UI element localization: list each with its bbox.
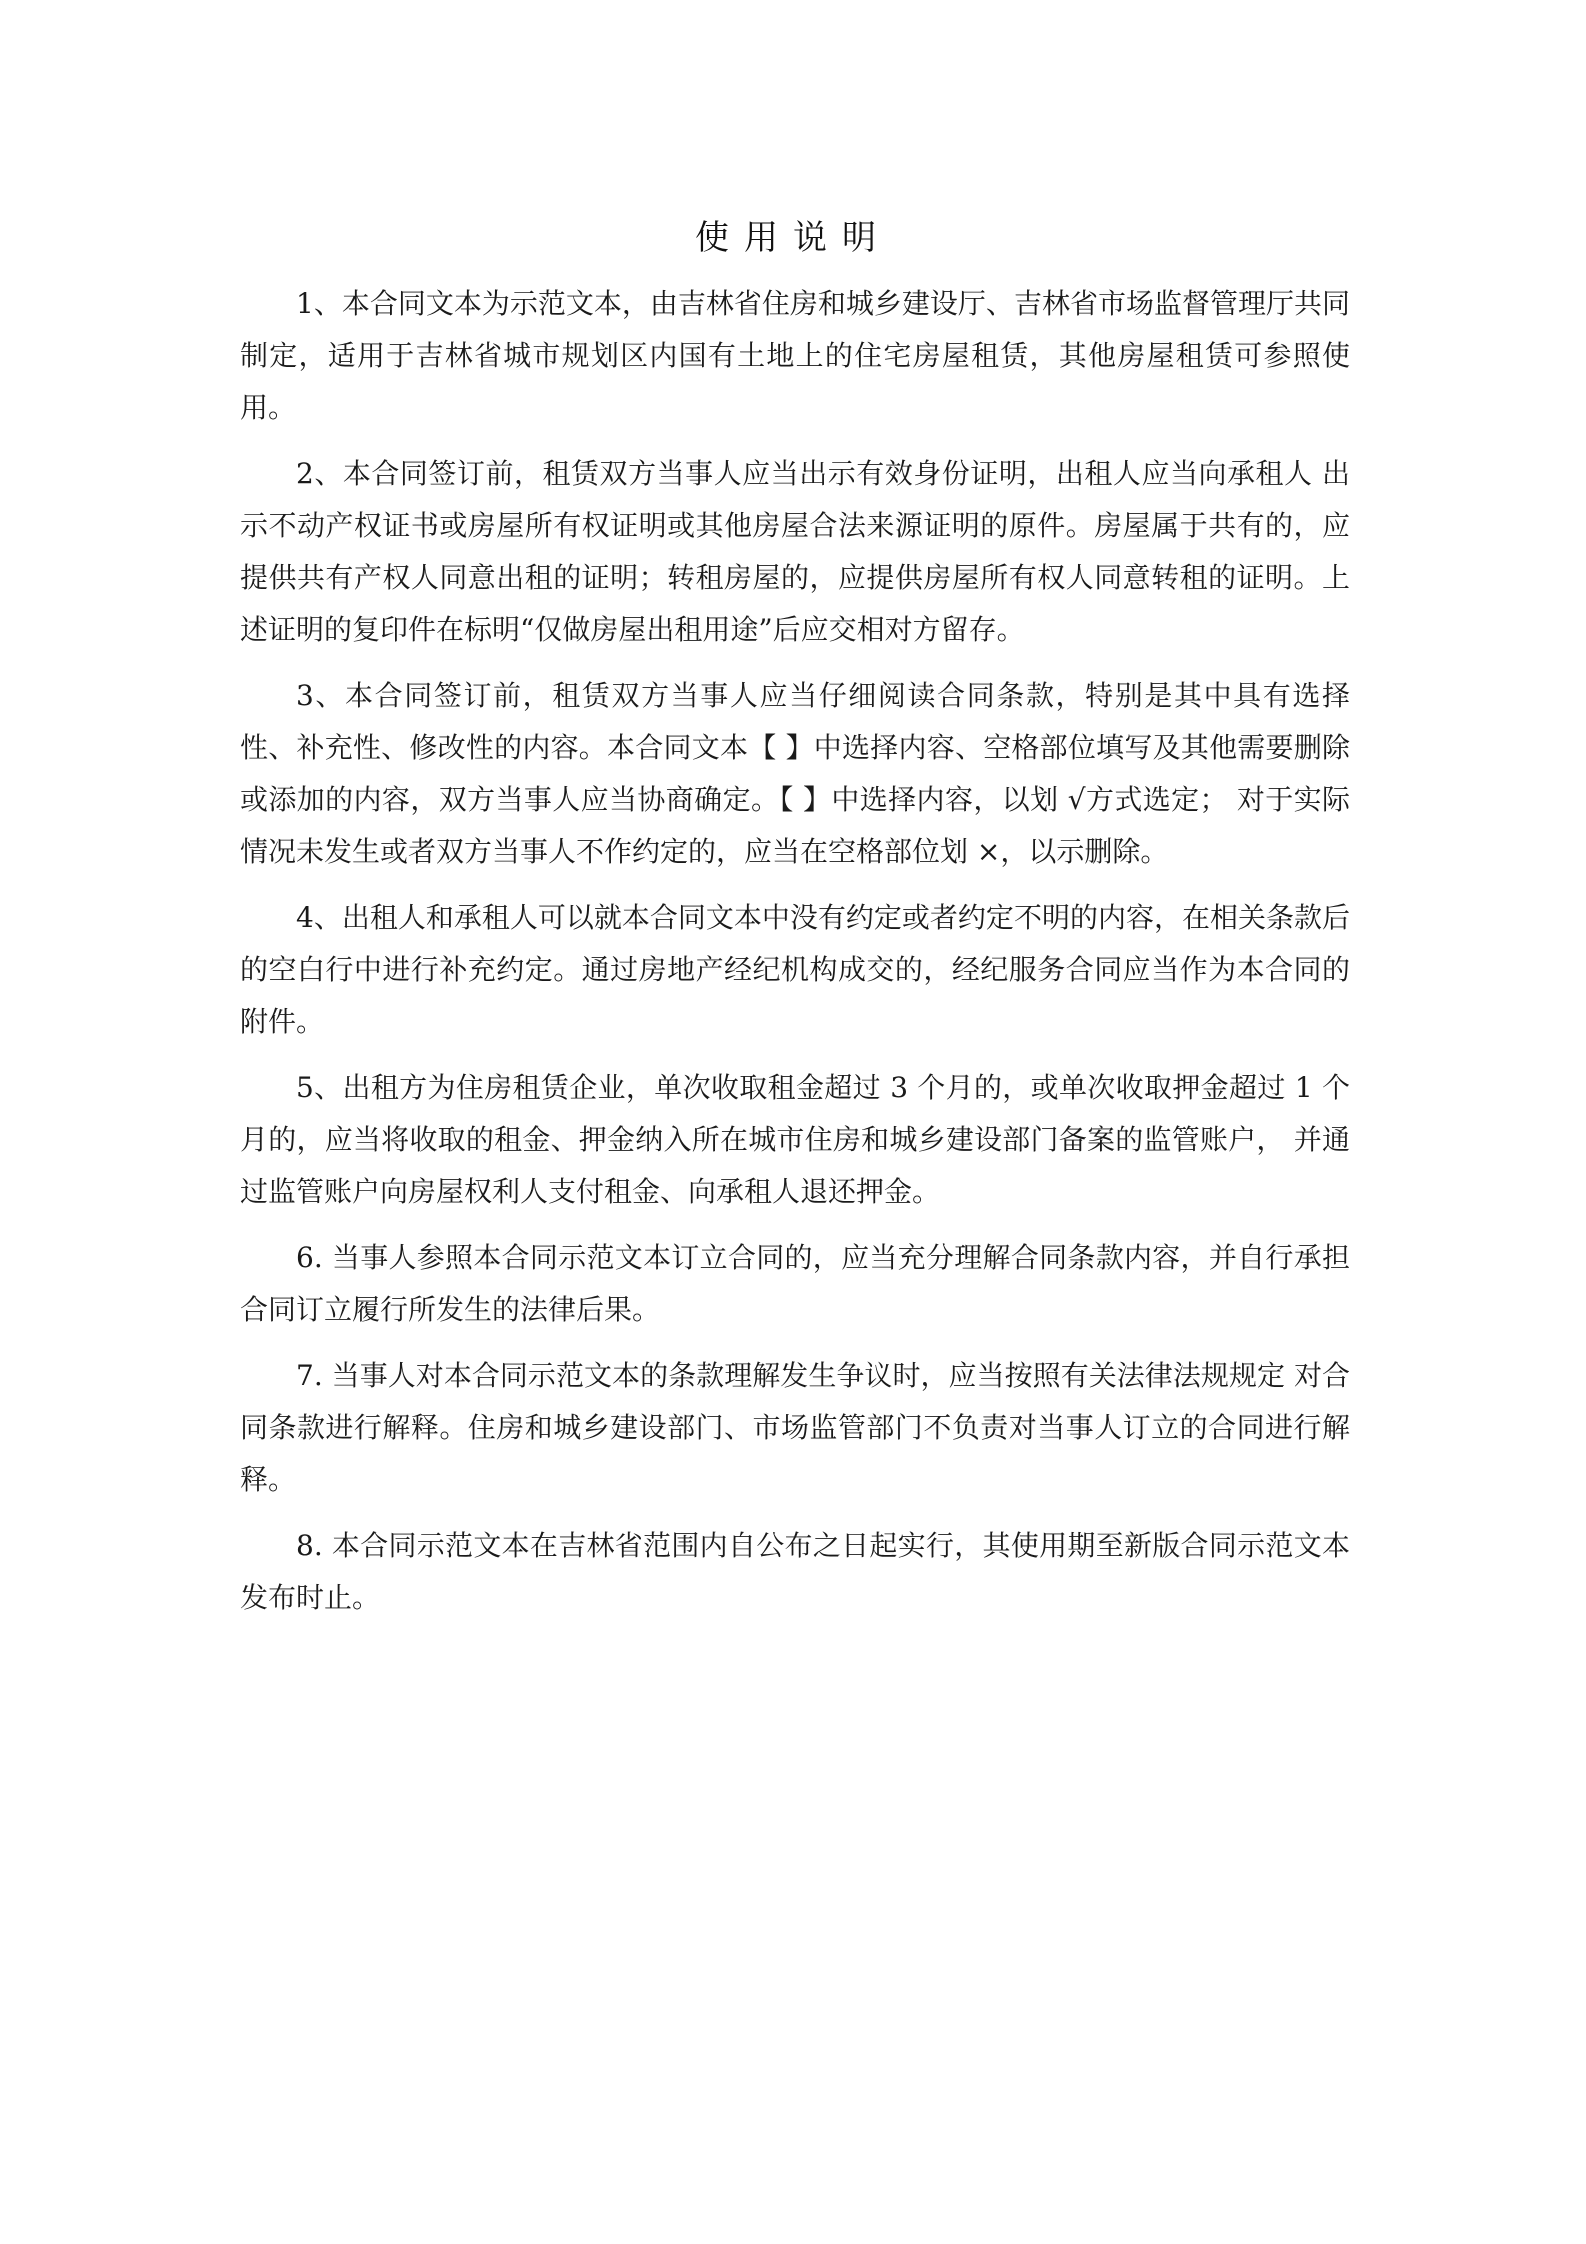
paragraph-7: 7. 当事人对本合同示范文本的条款理解发生争议时，应当按照有关法律法规规定 对合同条款进行解释。住房和城乡建设部门、市场监管部门不负责对当事人订立的合同进行解释。 <box>240 1359 1350 1496</box>
paragraph-2: 2、本合同签订前，租赁双方当事人应当出示有效身份证明，出租人应当向承租人 出示不动产权证书或房屋所有权证明或其他房屋合法来源证明的原件。房屋属于共有的，应提供共有产权人同意出租的证明；转租房屋的，应提供房屋所有权人同意转租的证明。上述证明的复印件在标明“仅做房屋出租用途”后应交相对方留存。 <box>240 457 1350 646</box>
paragraph-8: 8. 本合同示范文本在吉林省范围内自公布之日起实行，其使用期至新版合同示范文本发布时止。 <box>240 1529 1350 1614</box>
paragraph-6: 6. 当事人参照本合同示范文本订立合同的，应当充分理解合同条款内容，并自行承担合同订立履行所发生的法律后果。 <box>240 1241 1350 1326</box>
paragraph-4: 4、出租人和承租人可以就本合同文本中没有约定或者约定不明的内容，在相关条款后的空白行中进行补充约定。通过房地产经纪机构成交的，经纪服务合同应当作为本合同的附件。 <box>240 901 1350 1038</box>
instructions-body <box>240 278 1350 1638</box>
paragraph-3: 3、本合同签订前，租赁双方当事人应当仔细阅读合同条款，特别是其中具有选择 性、补充性、修改性的内容。本合同文本【 】中选择内容、空格部位填写及其他需要删除或添加的内容，双方当事人应当协商确定。【 】中选择内容，以划 √方式选定； 对于实际情况未发生或者双方当事人不作约定的，应当在空格部位划 ×，以示删除。 <box>240 679 1350 868</box>
page-title: 使用说明 <box>695 218 891 258</box>
paragraph-5: 5、出租方为住房租赁企业，单次收取租金超过 3 个月的，或单次收取押金超过 1 个月的，应当将收取的租金、押金纳入所在城市住房和城乡建设部门备案的监管账户， 并通过监管账户向房屋权利人支付租金、向承租人退还押金。 <box>240 1071 1350 1208</box>
paragraph-1: 1、本合同文本为示范文本，由吉林省住房和城乡建设厅、吉林省市场监督管理厅共同制定，适用于吉林省城市规划区内国有土地上的住宅房屋租赁，其他房屋租赁可参照使用。 <box>240 287 1350 424</box>
